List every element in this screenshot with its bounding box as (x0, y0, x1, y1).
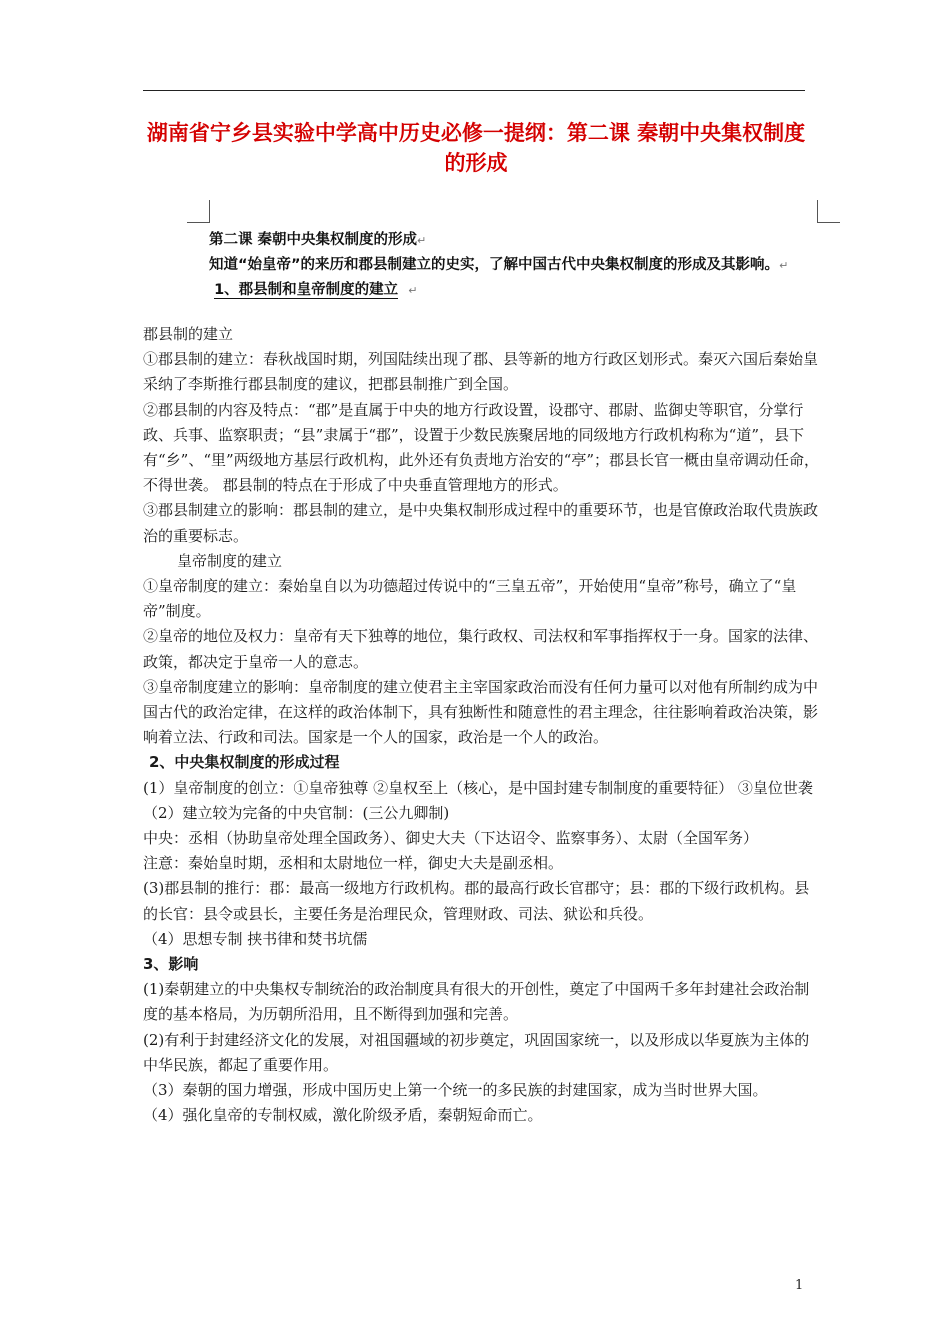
paragraph: ②郡县制的内容及特点：“郡”是直属于中央的地方行政设置，设郡守、郡尉、监御史等职官，分掌行政、兵事、监察职责；“县”隶属于“郡”，设置于少数民族聚居地的同级地方行政机构称为“道”，县下有“乡”、“里”两级地方基层行政机构，此外还有负责地方治安的“亭”；郡县长官一概由皇帝调动任命，不得世袭。 郡县制的特点在于形成了中央垂直管理地方的形式。 (143, 400, 820, 495)
section-3-heading: 3、影响 (143, 955, 199, 974)
page-number: 1 (795, 1278, 804, 1293)
paragraph-mark-icon: ↵ (417, 234, 427, 247)
document-title: 湖南省宁乡县实验中学高中历史必修一提纲：第二课 秦朝中央集权制度的形成 (146, 121, 806, 175)
paragraph: (2)有利于封建经济文化的发展，对祖国疆域的初步奠定，巩固国家统一，以及形成以华夏族为主体的中华民族，都起了重要作用。 (143, 1030, 810, 1074)
paragraph: （2）建立较为完备的中央官制：(三公九卿制) (143, 803, 450, 822)
paragraph: （4）思想专制 挟书律和焚书坑儒 (143, 929, 368, 948)
scanned-header-block (209, 228, 829, 303)
paragraph: 注意：秦始皇时期，丞相和太尉地位一样，御史大夫是副丞相。 (143, 854, 564, 873)
paragraph-mark-icon: ↵ (779, 259, 789, 272)
paragraph: ①皇帝制度的建立：秦始皇自以为功德超过传说中的“三皇五帝”，开始使用“皇帝”称号，确立了“皇帝”制度。 (143, 577, 797, 621)
paragraph: (3)郡县制的推行：郡：最高一级地方行政机构。郡的最高行政长官郡守；县：郡的下级行政机构。县的长官：县令或县长，主要任务是治理民众，管理财政、司法、狱讼和兵役。 (143, 879, 810, 923)
paragraph: (1）皇帝制度的创立：①皇帝独尊 ②皇权至上（核心，是中国封建专制制度的重要特征） ③皇位世袭 (143, 778, 813, 797)
subsection-heading: 皇帝制度的建立 (177, 551, 283, 570)
paragraph: ②皇帝的地位及权力：皇帝有天下独尊的地位，集行政权、司法权和军事指挥权于一身。国家的法律、政策，都决定于皇帝一人的意志。 (143, 627, 819, 671)
paragraph: （3）秦朝的国力增强，形成中国历史上第一个统一的多民族的封建国家，成为当时世界大国。 (143, 1081, 768, 1100)
paragraph: ③郡县制建立的影响：郡县制的建立，是中央集权制形成过程中的重要环节，也是官僚政治取代贵族政治的重要标志。 (143, 501, 819, 545)
lesson-heading: 第二课 秦朝中央集权制度的形成↵ (209, 232, 427, 248)
paragraph: 郡县制的建立 (143, 325, 234, 343)
margin-corner-mark-left (187, 200, 210, 223)
paragraph: ①郡县制的建立：春秋战国时期，列国陆续出现了郡、县等新的地方行政区划形式。秦灭六国后秦始皇采纳了李斯推行郡县制度的建议，把郡县制推广到全国。 (143, 350, 819, 394)
paragraph: 中央：丞相（协助皇帝处理全国政务）、御史大夫（下达诏令、监察事务）、太尉（全国军务） (143, 829, 759, 848)
paragraph-mark-icon: ↵ (408, 284, 418, 297)
document-body (143, 322, 823, 1129)
paragraph: （4）强化皇帝的专制权威，激化阶级矛盾，秦朝短命而亡。 (143, 1106, 543, 1125)
learning-objective: 知道“始皇帝”的来历和郡县制建立的史实，了解中国古代中央集权制度的形成及其影响。↵ (209, 257, 789, 273)
paragraph: ③皇帝制度建立的影响：皇帝制度的建立使君主主宰国家政治而没有任何力量可以对他有所制约成为中国古代的政治定律，在这样的政治体制下，具有独断性和随意性的君主理念，往往影响着政治决策，影响着立法、行政和司法。国家是一个人的国家，政治是一个人的政治。 (143, 677, 819, 747)
section-1-heading: 1、郡县制和皇帝制度的建立 ↵ (214, 282, 418, 298)
paragraph: (1)秦朝建立的中央集权专制统治的政治制度具有很大的开创性，奠定了中国两千多年封建社会政治制度的基本格局，为历朝所沿用，且不断得到加强和完善。 (143, 980, 810, 1024)
header-rule (143, 90, 805, 91)
margin-corner-mark-right (817, 200, 840, 223)
section-2-heading: 2、中央集权制度的形成过程 (149, 753, 340, 772)
